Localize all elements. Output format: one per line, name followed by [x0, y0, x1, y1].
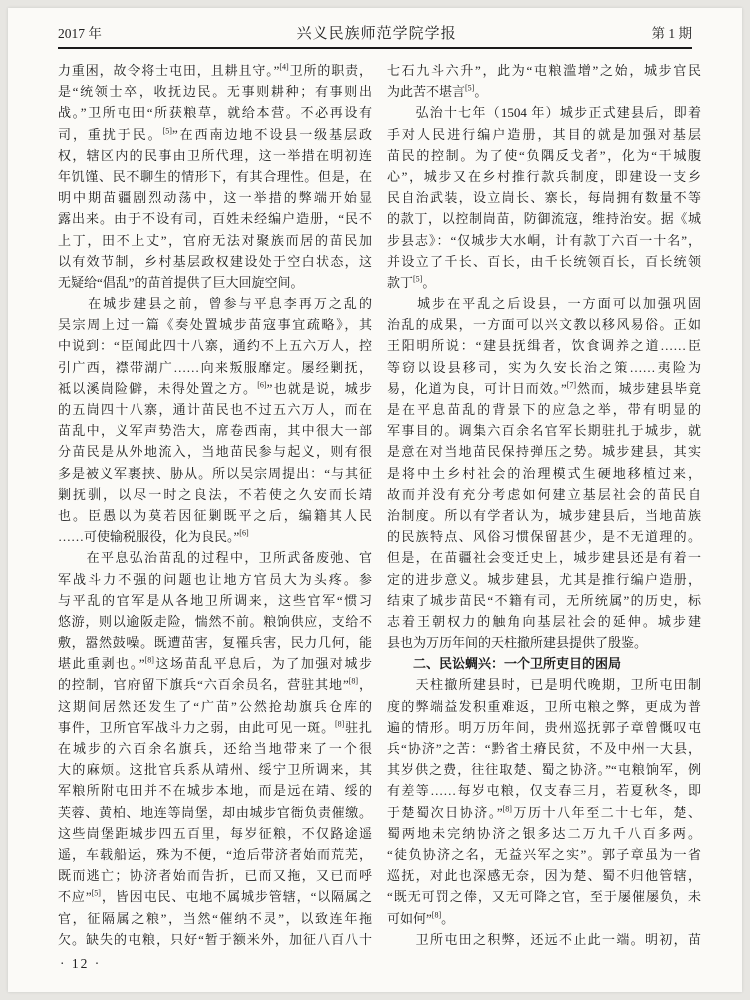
text-line: 于楚蜀次日协济。”[8]万历十八年至二十七年，楚、: [387, 804, 701, 820]
footnote-ref: [8]: [348, 677, 359, 687]
text-line: 定的进步意义。城步建县，尤其是推行编户造册，: [387, 571, 701, 587]
footnote-ref: [6]: [239, 528, 249, 538]
text-line: 露出来。由于不设有司，百姓未经编户造册，“民不: [58, 211, 372, 227]
text-line: 吴宗周上过一篇《奏处置城步苗寇事宜疏略》，其: [58, 317, 372, 333]
text-line: 治制度。所以有学者认为，城步建县后，当地苗族: [387, 507, 701, 523]
text-line: 的五峝四十八寨，通计苗民也不过五六万人，而在: [58, 402, 372, 417]
page-header: [58, 22, 692, 43]
text-line: 不应”[5]，皆因屯民、屯地不属城步管辖，“以隔属之: [58, 888, 372, 905]
text-line: 悠游，则以逾阪走险，惴然不前。粮饷供应，支给不: [58, 613, 372, 629]
text-line: 县也为万历年间的天柱撤所建县提供了殷鉴。: [387, 635, 648, 651]
text-line: 上丁，田不上丈”，官府无法对聚族而居的苗民加: [58, 232, 372, 248]
issue-number: 第 1 期: [651, 26, 692, 41]
journal-page: [8, 8, 742, 992]
text-line: 这些峝堡距城步四五百里，每岁征粮，不仅路途遥: [58, 825, 372, 841]
text-line: 治乱的成果，一方面可以兴文教以移风易俗。正如: [387, 317, 701, 333]
text-line: 是在平息苗乱的背景下的应急之举，带有明显的: [387, 402, 701, 417]
text-line: 心”，城步又在乡村推行款兵制度，即建设一支乡: [387, 168, 701, 184]
text-line: 芙蓉、黄柏、地连等峝堡，却由城步官衙负责催缴。: [58, 804, 372, 820]
text-line: 在平息弘治苗乱的过程中，卫所武备废弛、官: [58, 550, 372, 566]
text-line: 祗以溪峝险僻，未得处置之方。[6]”也就是说，城步: [58, 380, 372, 396]
text-line: 兵“协济”之苦：“黔省土瘠民贫，不及中州一大县，: [387, 741, 701, 756]
footnote-ref: [5]: [91, 888, 101, 898]
text-line: “既无可罚之俸，又无可降之官，至于屡催屡负，未: [387, 889, 701, 905]
text-line: 军事目的。调集六百余名官军长期驻扎于城步，就: [387, 423, 701, 439]
text-line: 其岁供之费，往往取楚、蜀之协济。”“屯粮饷军，例: [387, 762, 701, 778]
text-line: 等窃以设县移司，实为久安长治之策……夷险为: [387, 359, 701, 375]
text-line: 七石九斗六升”，此为“屯粮滥增”之始，城步官民: [387, 63, 701, 78]
text-line: 的款丁，以控制峝苗，防御流寇，维持治安。据《城: [387, 211, 701, 227]
text-line: 民自治武装，设立峝长、寨长，每峝拥有数量不等: [387, 190, 701, 206]
text-line: 的控制，官府留下旗兵“六百余员名，营驻其地”[8]，: [58, 677, 372, 693]
text-line: 引广西，襟带湖广……向来叛服靡定。屡经剿抚，: [58, 359, 372, 375]
journal-title: 兴义民族师范学院学报: [296, 26, 457, 42]
text-line: 在城步建县之前，曾参与平息李再万之乱的: [58, 296, 372, 312]
text-line: 既而逃亡；协济者始而告折，已而又拖，又已而呼: [58, 868, 372, 884]
text-line: 在城步的六百余名旗兵，还给当地带来了一个很: [58, 741, 372, 756]
text-line: 天柱撤所建县时，已是明代晚期，卫所屯田制: [387, 677, 701, 693]
text-line: 卫所屯田之积弊，还远不止此一端。明初，苗: [387, 931, 701, 947]
footnote-ref: [6]: [257, 380, 267, 390]
text-line: 易，化道为良，可计日而效。”[7]然而，城步建县毕竟: [387, 380, 701, 396]
text-line: 蜀两地未完纳协济之银多达二万九千八百多两。: [387, 825, 701, 841]
text-line: 这期间居然还发生了“广苗”公然抢劫旗兵仓库的: [58, 698, 372, 714]
text-line: 力重困，故令将士屯田，且耕且守。”[4]卫所的职责，: [58, 62, 372, 78]
footnote-ref: [5]: [162, 126, 172, 136]
text-line: 多是被义军裹挟、胁从。所以吴宗周提出：“与其征: [58, 465, 372, 481]
footnote-ref: [4]: [279, 62, 289, 72]
text-line: 有差等……每岁屯粮，仅支春三月，若夏秋冬，即: [387, 783, 701, 799]
text-line: 是“统领士卒，收抚边民。无事则耕种；有事则出: [58, 84, 372, 100]
text-line: 王阳明所说：“建县抚缉者，饮食调养之道……臣: [387, 338, 701, 354]
text-line: ……可使输税服役，化为良民。”[6]: [58, 528, 249, 545]
section-heading: 二、民讼蜩兴：一个卫所吏目的困局: [387, 656, 622, 672]
footnote-ref: [5]: [413, 274, 423, 284]
footnote-ref: [7]: [566, 380, 577, 390]
text-line: 手对人民进行编户造册，其目的就是加强对基层: [387, 126, 701, 142]
text-line: 是将中土乡村社会的治理模式生硬地移植过来，: [387, 465, 701, 481]
text-line: 剿抚驯，以尽一时之良法，不若使之久安而长靖: [58, 486, 372, 502]
text-line: 官，征隔属之粮”，当然“催纳不灵”，以致连年拖: [58, 910, 372, 926]
text-line: 也。臣愚以为莫若因征剿既平之后，编籍其人民: [58, 507, 372, 523]
text-line: 明中期苗疆剧烈动荡中，这一举措的弊端开始显: [58, 190, 372, 206]
text-line: 分苗民是从外地流入，当地苗民参与起义，则有很: [58, 444, 372, 460]
text-line: 事件，卫所官军战斗力之弱，由此可见一斑。[8]驻扎: [58, 719, 372, 735]
text-line: 大的麻烦。这批官兵系从靖州、绥宁卫所调来，其: [58, 762, 372, 778]
footnote-ref: [8]: [502, 804, 512, 814]
text-line: 弘治十七年（1504 年）城步正式建县后，即着: [387, 105, 701, 121]
article-body: [58, 60, 701, 950]
text-line: 战。”卫所屯田“所获粮草，就给本营。不必再设有: [58, 105, 372, 121]
text-line: 为此苦不堪言[5]。: [387, 83, 488, 100]
text-line: 并设立了千长、百长，由千长统领百长，百长统领: [387, 253, 701, 269]
text-line: 志着王朝权力的触角向基层社会的延伸。城步建: [387, 613, 701, 629]
text-line: 可如何”[8]。: [387, 910, 455, 926]
header-divider: [58, 47, 692, 49]
text-line: 无疑给“倡乱”的苗首提供了巨大回旋空间。: [58, 274, 304, 290]
text-line: 步县志》：“仅城步大水峒，计有款丁六百一十名”，: [387, 232, 701, 248]
text-line: 军粮所附屯田并不在城步本地，而是远在靖、绥的: [58, 783, 372, 799]
page-number: · 12 ·: [60, 956, 102, 971]
footnote-ref: [5]: [465, 83, 475, 93]
text-line: 中说到：“臣闻此四十八寨，通约不上五六万人，控: [58, 338, 372, 354]
text-line: 巡抚，对此也深感无奈，因为楚、蜀不归他管辖，: [387, 868, 701, 884]
text-line: 欠。缺失的屯粮，只好“暂于额米外，加征八百八十: [58, 931, 372, 947]
text-line: 遍的情形。明万历年间，贵州巡抚郭子章曾慨叹屯: [387, 719, 701, 735]
text-line: 苗乱中，义军声势浩大，席卷西南，其中很大一部: [58, 423, 372, 439]
text-line: 司，重扰于民。[5]”在西南边地不设县一级基层政: [58, 126, 372, 142]
text-line: 但是，在苗疆社会变迁史上，城步建县还是有着一: [387, 550, 701, 566]
header-year: 2017 年: [58, 26, 102, 41]
text-line: 故而并没有充分考虑如何建立基层社会的苗民自: [387, 486, 701, 502]
footnote-ref: [8]: [334, 719, 345, 729]
text-line: 权，辖区内的民事由卫所代理，这一举措在明初连: [58, 147, 372, 163]
text-line: 年饥馑、民不聊生的情形下，有其合理性。但是，在: [58, 168, 372, 184]
text-line: 的民族特点、风俗习惯保留甚少，是不无道理的。: [387, 529, 701, 545]
text-line: 以有效节制，乡村基层政权建设处于空白状态，这: [58, 253, 372, 269]
text-line: 与平乱的官军是从各地卫所调来，这些官军“惯习: [58, 592, 372, 608]
text-line: 城步在平乱之后设县，一方面可以加强巩固: [387, 296, 701, 312]
text-line: 堪此重剥也。”[8]这场苗乱平息后，为了加强对城步: [58, 655, 372, 672]
text-line: 敷，嚣然鼓噪。既遭苗害，复罹兵害，民力几何，能: [58, 635, 372, 651]
text-line: “徒负协济之名，无益兴军之实”。郭子章虽为一省: [387, 846, 701, 862]
text-line: 是意在对当地苗民保持弹压之势。城步建县，其实: [387, 444, 701, 460]
text-line: 苗民的控制。为了使“负隅反戈者”，化为“干城腹: [387, 147, 701, 163]
left-column: [58, 60, 372, 950]
text-line: 款丁[5]。: [387, 274, 436, 290]
footnote-ref: [8]: [144, 655, 154, 665]
text-line: 遥，车载船运，殊为不便，“迨后带济者始而荒芜，: [58, 846, 372, 862]
text-line: 结束了城步苗民“不籍有司，无所统属”的历史，标: [387, 592, 701, 608]
right-column: [387, 60, 701, 950]
text-line: 军战斗力不强的问题也让地方官员大为头疼。参: [58, 571, 372, 587]
text-line: 度的弊端益发积重难返，卫所屯粮之弊，更成为普: [387, 698, 701, 714]
footnote-ref: [8]: [431, 910, 442, 920]
